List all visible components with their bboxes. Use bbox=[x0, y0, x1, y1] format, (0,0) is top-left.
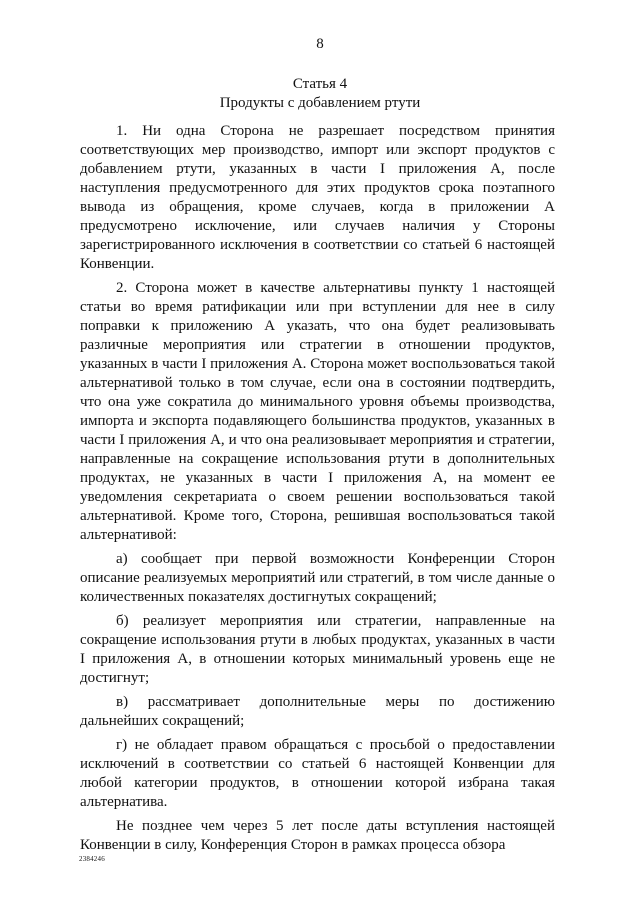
page-number: 8 bbox=[316, 36, 324, 52]
article-title: Продукты с добавлением ртути bbox=[219, 95, 421, 111]
article-body bbox=[80, 122, 555, 860]
paragraph-1: 1. Ни одна Сторона не разрешает посредством принятия соответствующих мер производство, импорт или экспорт продуктов с добавлением ртути, указанных в части I приложения А, после наступления предусмотренного для этих продуктов срока поэтапного вывода из обращения, кроме случаев, когда в приложении А предусмотрено исключение, или случаев наличия у Стороны зарегистрированного исключения в соответствии со статьей 6 настоящей Конвенции. bbox=[80, 123, 555, 272]
subparagraph-a: а) сообщает при первой возможности Конференции Сторон описание реализуемых мероприятий или стратегий, в том числе данные о количественных показателях достигнутых сокращений; bbox=[80, 551, 555, 605]
subparagraph-v: в) рассматривает дополнительные меры по достижению дальнейших сокращений; bbox=[80, 694, 555, 729]
document-code: 2384246 bbox=[79, 855, 105, 863]
article-number: Статья 4 bbox=[292, 76, 348, 92]
paragraph-review: Не позднее чем через 5 лет после даты вступления настоящей Конвенции в силу, Конференция Сторон в рамках процесса обзора bbox=[80, 818, 555, 853]
subparagraph-g: г) не обладает правом обращаться с просьбой о предоставлении исключений в соответствии со статьей 6 настоящей Конвенции для любой категории продуктов, в отношении которой избрана такая альтернатива. bbox=[80, 737, 555, 810]
subparagraph-b: б) реализует мероприятия или стратегии, направленные на сокращение использования ртути в любых продуктах, указанных в части I приложения А, в отношении которых минимальный уровень еще не достигнут; bbox=[80, 613, 555, 686]
paragraph-2: 2. Сторона может в качестве альтернативы пункту 1 настоящей статьи во время ратификации или при вступлении для нее в силу поправки к приложению А указать, что она будет реализовывать различные мероприятия или стратегии в отношении продуктов, указанных в части I приложения А. Сторона может воспользоваться такой альтернативой только в том случае, если она в состоянии подтвердить, что она уже сократила до минимального уровня объемы производства, импорта и экспорта подавляющего большинства продуктов, указанных в части I приложения А, и что она реализовывает мероприятия и стратегии, направленные на сокращение использования ртути в дополнительных продуктах, не указанных в части I приложения А, на момент ее уведомления секретариата о своем решении воспользоваться такой альтернативой. Кроме того, Сторона, решившая воспользоваться такой альтернативой: bbox=[80, 280, 555, 543]
